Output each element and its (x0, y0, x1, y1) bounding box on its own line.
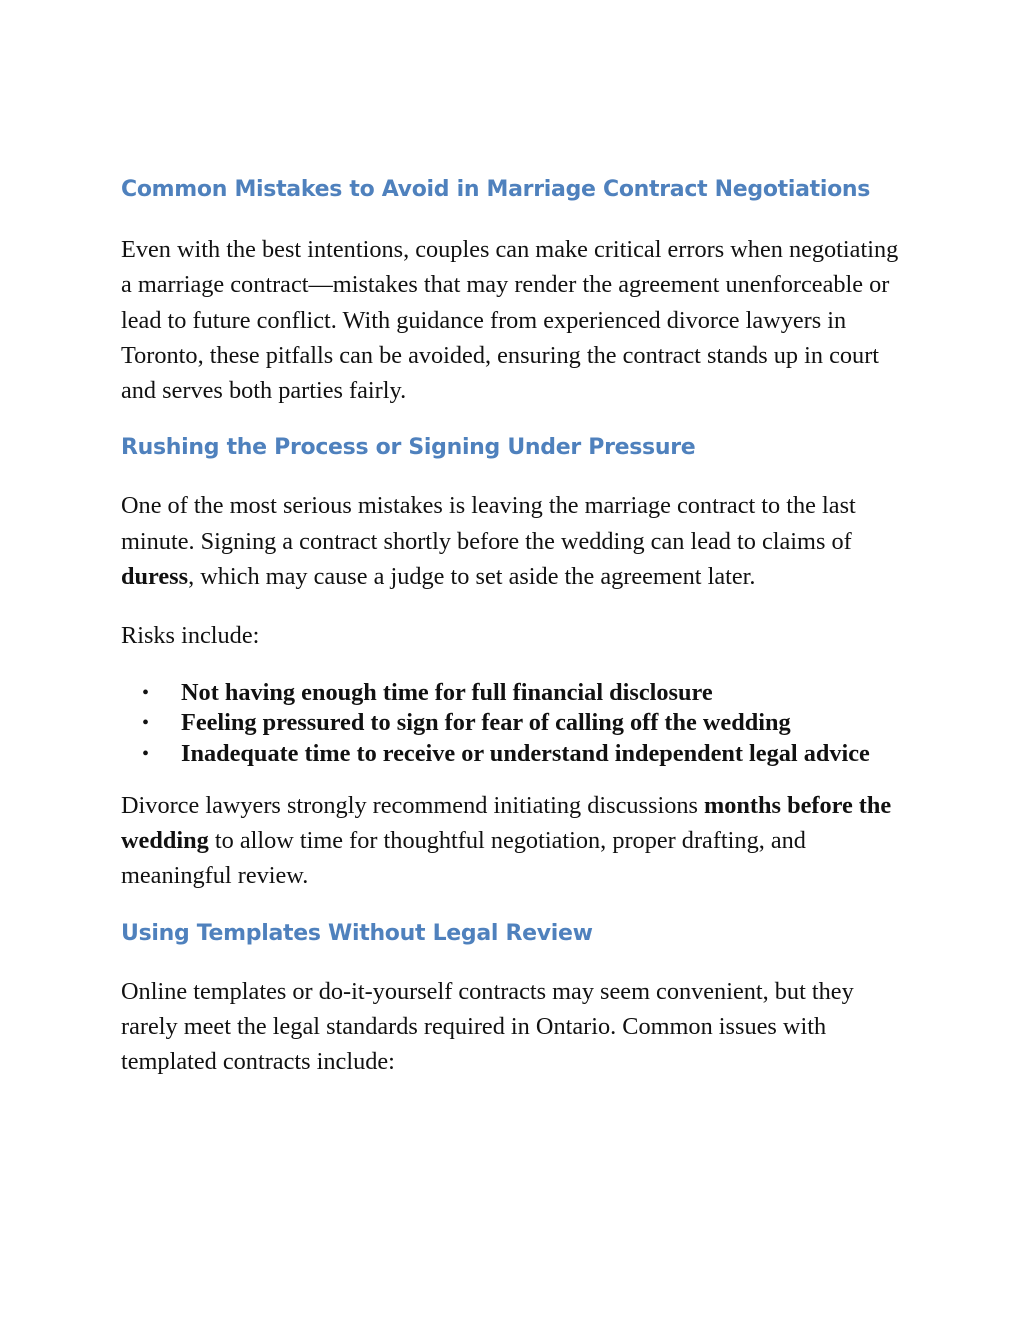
risk-item-text: Inadequate time to receive or understand independent legal advice (181, 740, 870, 768)
advice-text-2: to allow time for thoughtful negotiation, proper drafting, and meaningful review. (121, 827, 806, 890)
bullet-icon: • (142, 681, 150, 704)
risk-item-text: Feeling pressured to sign for fear of calling off the wedding (181, 709, 791, 737)
bullet-icon: • (142, 743, 150, 766)
list-item (121, 708, 911, 739)
rushing-paragraph (121, 488, 911, 594)
bullet-icon: • (142, 712, 150, 735)
rushing-paragraph-text-1: One of the most serious mistakes is leaving the marriage contract to the last minute. Signing a contract shortly before the wedding can lead to claims of (121, 492, 856, 555)
advice-text-1: Divorce lawyers strongly recommend initiating discussions (121, 791, 705, 819)
templates-paragraph: Online templates or do-it-yourself contracts may seem convenient, but they rarely meet the legal standards required in Ontario. Common issues with templated contracts include: (121, 977, 854, 1076)
document-content (121, 172, 911, 1080)
advice-paragraph (121, 788, 911, 894)
section-heading-templates: Using Templates Without Legal Review (121, 920, 593, 946)
section-heading-rushing: Rushing the Process or Signing Under Pressure (121, 435, 696, 461)
list-item (121, 739, 911, 770)
page-title: Common Mistakes to Avoid in Marriage Contract Negotiations (121, 177, 871, 202)
risks-intro: Risks include: (121, 622, 260, 650)
risk-item-text: Not having enough time for full financial disclosure (181, 678, 713, 706)
months-before-wedding-emphasis: months before the wedding (121, 791, 892, 855)
list-item (121, 678, 911, 709)
duress-emphasis: duress (121, 563, 189, 591)
risks-list (121, 678, 911, 770)
intro-paragraph: Even with the best intentions, couples can make critical errors when negotiating a marriage contract—mistakes that may render the agreement unenforceable or lead to future conflict. With guidance from experienced divorce lawyers in Toronto, these pitfalls can be avoided, ensuring the contract stands up in court and serves both parties fairly. (121, 236, 899, 405)
rushing-paragraph-text-2: , which may cause a judge to set aside the agreement later. (188, 563, 756, 591)
